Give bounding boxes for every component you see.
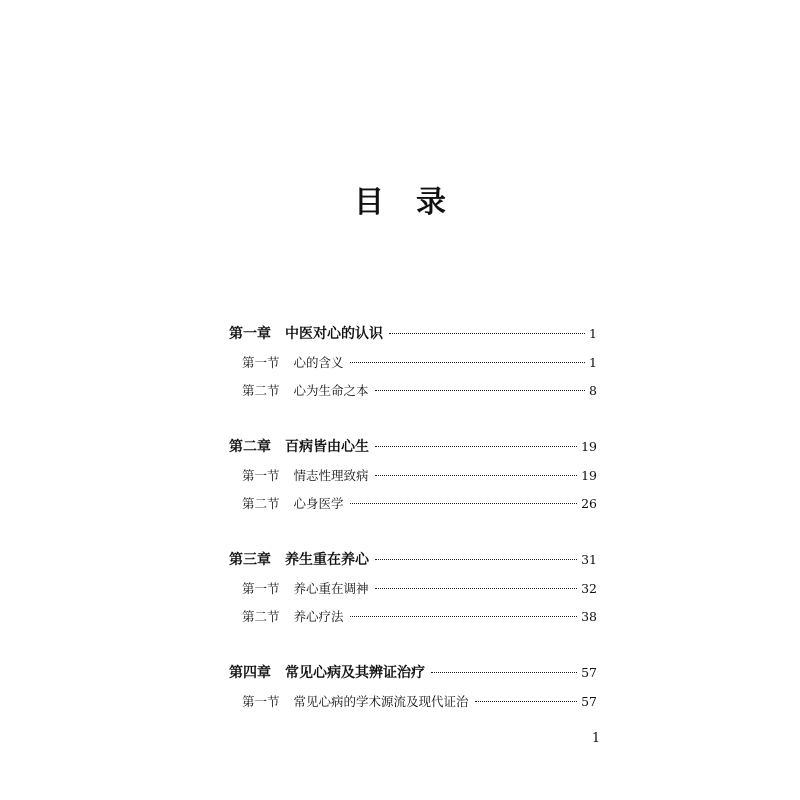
dotted-leader — [475, 701, 578, 702]
dotted-leader — [350, 362, 586, 363]
toc-page-number: 8 — [589, 383, 597, 398]
dotted-leader — [350, 503, 578, 504]
toc-page-number: 57 — [581, 665, 597, 680]
toc-chapter-2 — [229, 433, 597, 461]
dotted-leader — [375, 475, 578, 476]
toc-section-2-2 — [242, 490, 597, 518]
toc-section-label: 第一节 — [242, 581, 280, 596]
toc-section-3-1 — [242, 575, 597, 603]
dotted-leader — [375, 588, 578, 589]
toc-chapter-title: 百病皆由心生 — [285, 439, 369, 455]
dotted-leader — [431, 672, 577, 673]
toc-chapter-3 — [229, 546, 597, 574]
toc-section-title: 养心疗法 — [293, 609, 344, 624]
page-title: 目录 — [354, 185, 478, 220]
toc-section-2-1 — [242, 462, 597, 490]
toc-section-title: 养心重在调神 — [293, 581, 369, 596]
toc-page-number: 38 — [581, 609, 597, 624]
toc-page-number: 31 — [581, 552, 597, 567]
toc-page-number: 26 — [581, 496, 597, 511]
toc-page-number: 19 — [581, 439, 597, 454]
toc-section-title: 心为生命之本 — [293, 383, 369, 398]
toc-chapter-label: 第三章 — [229, 552, 271, 568]
toc-page-number: 1 — [589, 355, 597, 370]
dotted-leader — [375, 390, 586, 391]
toc-section-title: 常见心病的学术源流及现代证治 — [293, 694, 469, 709]
toc-chapter-title: 常见心病及其辨证治疗 — [285, 665, 425, 681]
dotted-leader — [350, 616, 578, 617]
toc-page-number: 32 — [581, 581, 597, 596]
dotted-leader — [375, 446, 577, 447]
toc-section-title: 心的含义 — [293, 355, 344, 370]
toc-section-1-1 — [242, 349, 597, 377]
toc-section-title: 情志性理致病 — [293, 468, 369, 483]
toc-chapter-1 — [229, 320, 597, 348]
dotted-leader — [389, 333, 585, 334]
dotted-leader — [375, 559, 577, 560]
toc-section-label: 第二节 — [242, 496, 280, 511]
toc-section-3-2 — [242, 603, 597, 631]
toc-chapter-title: 中医对心的认识 — [285, 326, 383, 342]
toc-section-title: 心身医学 — [293, 496, 344, 511]
toc-chapter-title: 养生重在养心 — [285, 552, 369, 568]
toc-section-label: 第一节 — [242, 468, 280, 483]
toc-chapter-label: 第四章 — [229, 665, 271, 681]
toc-section-1-2 — [242, 377, 597, 405]
page-number: 1 — [591, 731, 601, 746]
toc-page-number: 1 — [589, 326, 597, 341]
toc-section-4-1 — [242, 688, 597, 716]
toc-section-label: 第二节 — [242, 383, 280, 398]
toc-section-label: 第二节 — [242, 609, 280, 624]
toc-section-label: 第一节 — [242, 694, 280, 709]
toc-chapter-label: 第一章 — [229, 326, 271, 342]
toc-chapter-4 — [229, 659, 597, 687]
toc-page-number: 19 — [581, 468, 597, 483]
toc-section-label: 第一节 — [242, 355, 280, 370]
toc-page-number: 57 — [581, 694, 597, 709]
toc-chapter-label: 第二章 — [229, 439, 271, 455]
